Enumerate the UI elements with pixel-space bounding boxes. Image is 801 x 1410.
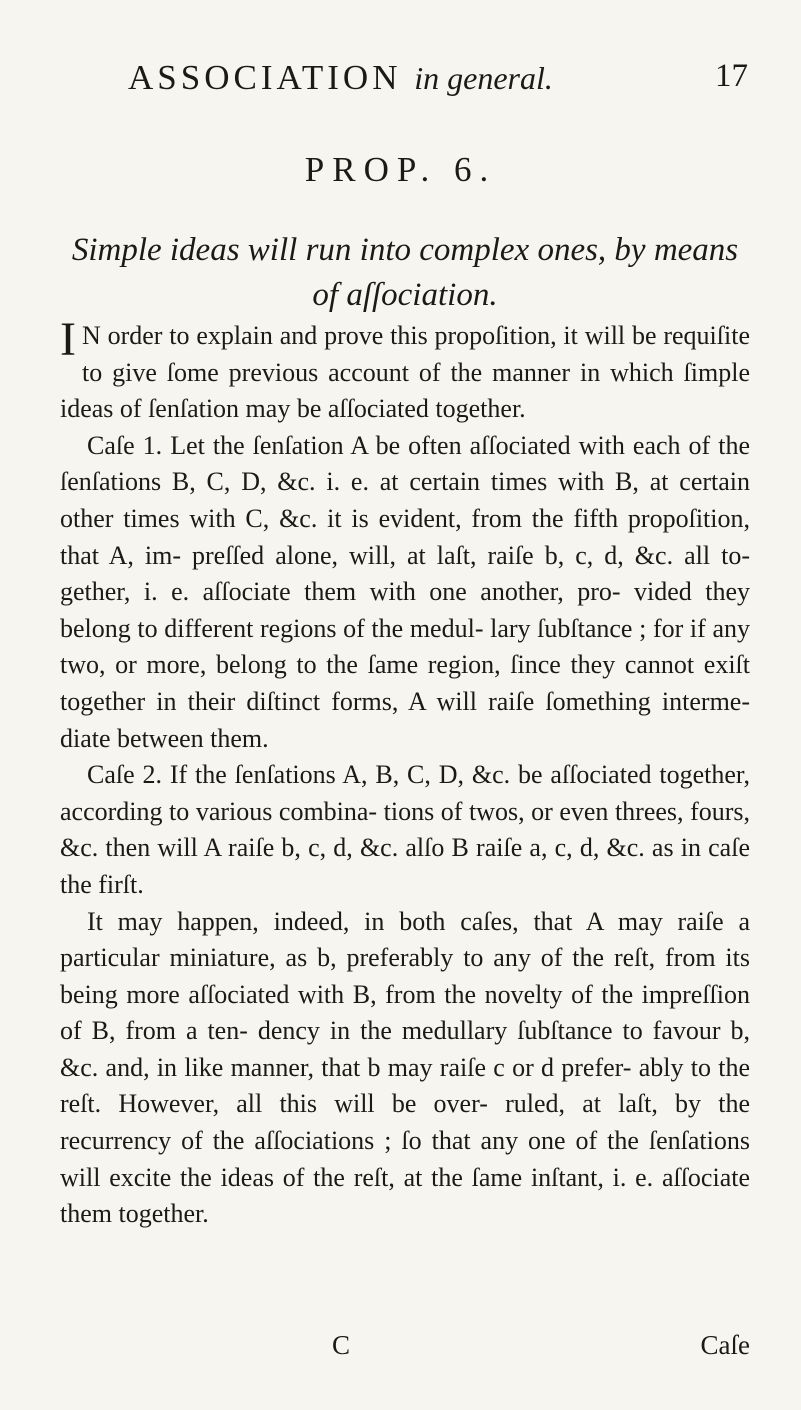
paragraph-3: Caſe 2. If the ſenſations A, B, C, D, &c. be aſſociated together, according to various combina- tions of twos, or even threes, fours, &c. then will A raiſe b, c, d, &c. alſo B raiſe a, c, d, &c. as in caſe the firſt.	[60, 760, 750, 899]
proposition-heading: PROP. 6.	[304, 150, 497, 189]
running-head-title: ASSOCIATION	[128, 58, 402, 97]
body-text	[60, 313, 750, 1233]
page-number: 17	[715, 58, 748, 94]
drop-cap: I	[60, 313, 76, 366]
proposition-title: Simple ideas will run into complex ones, by means of aſſociation.	[71, 232, 739, 313]
running-head	[128, 58, 748, 98]
running-head-subtitle: in general.	[414, 60, 553, 96]
paragraph-1-text: N order to explain and prove this propoſition, it will be requiſite to give ſome previous account of the manner in which ſimple ideas of ſenſation may be aſſociated together.	[60, 321, 750, 424]
paragraph-4: It may happen, indeed, in both caſes, that A may raiſe a particular miniature, as b, preferably to any of the reſt, from its being more aſſociated with B, from the novelty of the impreſſion of B, from a ten- dency in the medullary ſubſtance to favour b, &c. and, in like manner, that b may raiſe c or d prefer- ably to the reſt. However, all this will be over- ruled, at laſt, by the recurrency of the aſſociations ; ſo that any one of the ſenſations will excite the ideas of the reſt, at the ſame inſtant, i. e. aſſociate them together.	[60, 906, 750, 1229]
signature-mark: C	[332, 1330, 351, 1360]
catchword: Caſe	[700, 1330, 750, 1360]
paragraph-2: Caſe 1. Let the ſenſation A be often aſſociated with each of the ſenſations B, C, D, &c. i. e. at certain times with B, at certain other times with C, &c. it is evident, from the fifth propoſition, that A, im- preſſed alone, will, at laſt, raiſe b, c, d, &c. all to- gether, i. e. aſſociate them with one another, pro- vided they belong to different regions of the medul- lary ſubſtance ; for if any two, or more, belong to the ſame region, ſince they cannot exiſt together in their diſtinct forms, A will raiſe ſomething interme- diate between them.	[60, 430, 750, 753]
paragraph-1	[60, 313, 750, 428]
